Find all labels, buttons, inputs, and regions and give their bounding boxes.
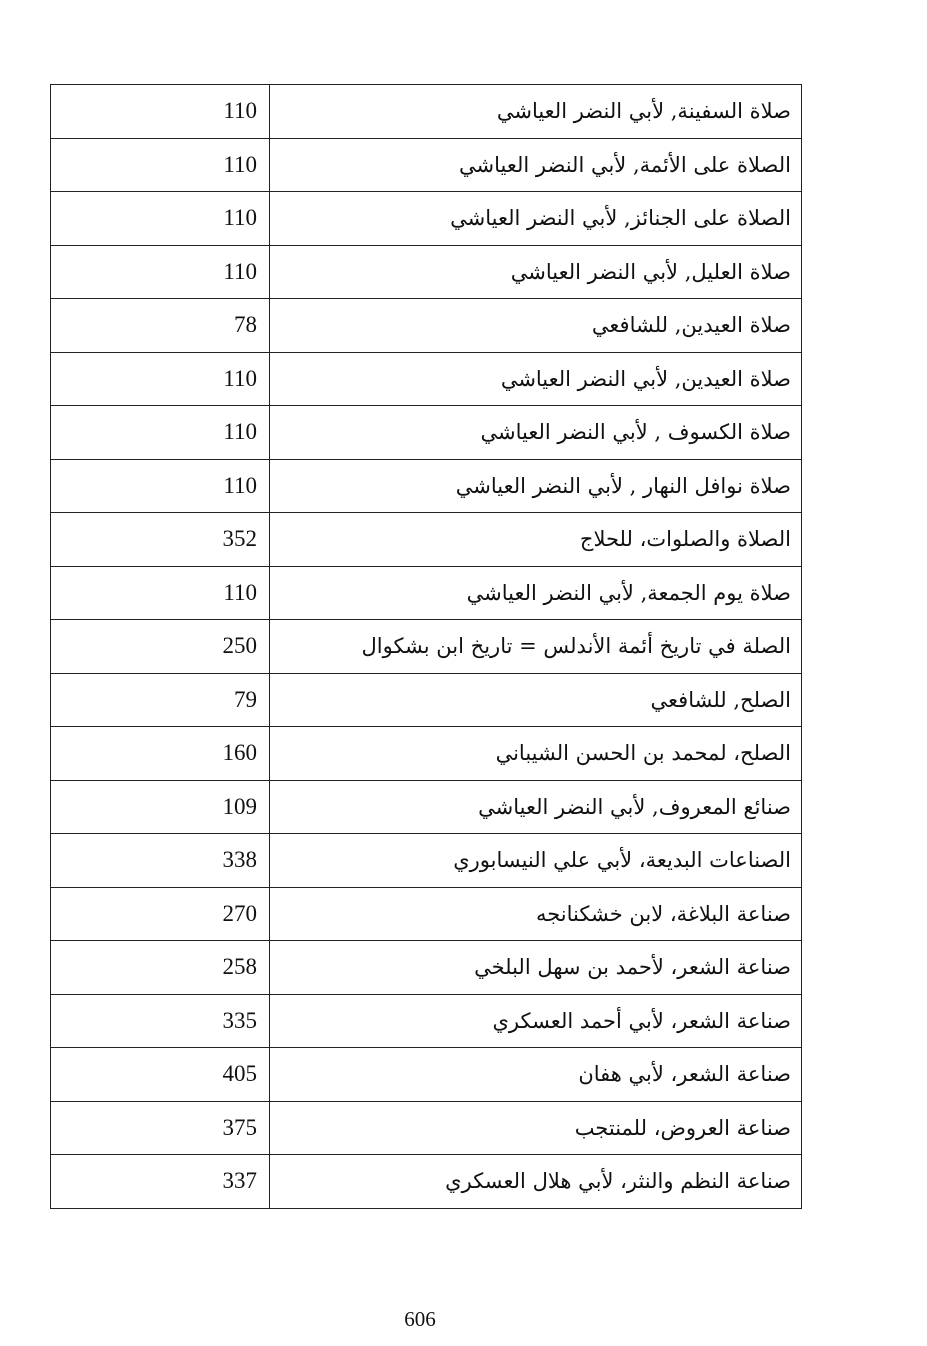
book-title: الصلح, للشافعي [270, 673, 802, 727]
book-title: صلاة يوم الجمعة, لأبي النضر العياشي [270, 566, 802, 620]
table-row [51, 513, 802, 567]
book-title: صلاة العيدين, للشافعي [270, 299, 802, 353]
book-title: الصناعات البديعة، لأبي علي النيسابوري [270, 834, 802, 888]
table-row [51, 299, 802, 353]
page-reference: 352 [51, 513, 270, 567]
book-title: الصلاة على الجنائز, لأبي النضر العياشي [270, 192, 802, 246]
page-reference: 110 [51, 138, 270, 192]
page-reference: 79 [51, 673, 270, 727]
page-reference: 337 [51, 1155, 270, 1209]
book-title: صلاة نوافل النهار , لأبي النضر العياشي [270, 459, 802, 513]
table-row [51, 138, 802, 192]
page-reference: 335 [51, 994, 270, 1048]
page-reference: 110 [51, 459, 270, 513]
book-title: صلاة الكسوف , لأبي النضر العياشي [270, 406, 802, 460]
page-reference: 258 [51, 941, 270, 995]
book-title: صناعة الشعر، لأبي أحمد العسكري [270, 994, 802, 1048]
table-row [51, 245, 802, 299]
page-reference: 110 [51, 85, 270, 139]
book-title: صناعة البلاغة، لابن خشكنانجه [270, 887, 802, 941]
page-reference: 110 [51, 566, 270, 620]
page-reference: 110 [51, 245, 270, 299]
index-table-body [51, 85, 802, 1209]
table-row [51, 887, 802, 941]
table-row [51, 780, 802, 834]
table-row [51, 673, 802, 727]
page-reference: 250 [51, 620, 270, 674]
table-row [51, 566, 802, 620]
table-row [51, 941, 802, 995]
page-reference: 338 [51, 834, 270, 888]
page-reference: 110 [51, 192, 270, 246]
table-row [51, 459, 802, 513]
page-reference: 160 [51, 727, 270, 781]
book-title: صلاة العيدين, لأبي النضر العياشي [270, 352, 802, 406]
book-title: الصلاة والصلوات، للحلاج [270, 513, 802, 567]
page-reference: 270 [51, 887, 270, 941]
table-row [51, 406, 802, 460]
table-row [51, 994, 802, 1048]
book-title: صناعة الشعر، لأبي هفان [270, 1048, 802, 1102]
book-title: صناعة العروض، للمنتجب [270, 1101, 802, 1155]
table-row [51, 1155, 802, 1209]
book-title: صلاة العليل, لأبي النضر العياشي [270, 245, 802, 299]
page-reference: 375 [51, 1101, 270, 1155]
page-reference: 109 [51, 780, 270, 834]
index-table [50, 84, 802, 1209]
page-reference: 78 [51, 299, 270, 353]
book-title: صلاة السفينة, لأبي النضر العياشي [270, 85, 802, 139]
book-title: الصلاة على الأئمة, لأبي النضر العياشي [270, 138, 802, 192]
table-row [51, 834, 802, 888]
book-title: الصلة في تاريخ أئمة الأندلس = تاريخ ابن بشكوال [270, 620, 802, 674]
table-row [51, 1048, 802, 1102]
page-reference: 110 [51, 352, 270, 406]
page-number: 606 [404, 1307, 436, 1331]
table-row [51, 85, 802, 139]
book-title: الصلح، لمحمد بن الحسن الشيباني [270, 727, 802, 781]
table-row [51, 727, 802, 781]
table-row [51, 192, 802, 246]
book-title: صناعة الشعر، لأحمد بن سهل البلخي [270, 941, 802, 995]
page-reference: 405 [51, 1048, 270, 1102]
page-reference: 110 [51, 406, 270, 460]
table-row [51, 352, 802, 406]
table-row [51, 1101, 802, 1155]
book-title: صنائع المعروف, لأبي النضر العياشي [270, 780, 802, 834]
book-title: صناعة النظم والنثر، لأبي هلال العسكري [270, 1155, 802, 1209]
table-row [51, 620, 802, 674]
